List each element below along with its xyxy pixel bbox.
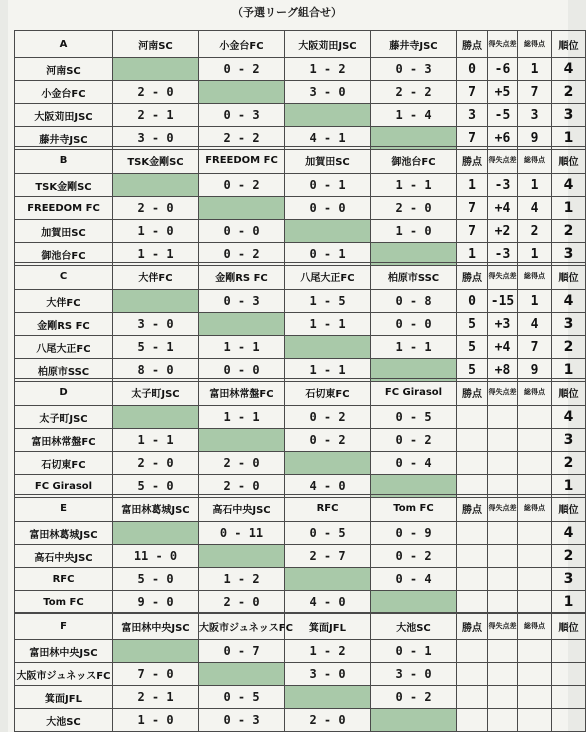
match-score: 1 - 5 bbox=[285, 290, 371, 313]
match-score: 9 - 0 bbox=[113, 591, 199, 614]
rank-cell: 3 bbox=[552, 429, 586, 452]
table-row bbox=[15, 709, 586, 732]
points-cell: 3 bbox=[457, 104, 488, 127]
points-cell: 5 bbox=[457, 359, 488, 382]
table-row bbox=[15, 58, 586, 81]
match-score: 0 - 3 bbox=[199, 290, 285, 313]
goal-diff-cell: -3 bbox=[488, 243, 518, 266]
points-cell: 7 bbox=[457, 220, 488, 243]
diagonal-cell bbox=[113, 406, 199, 429]
match-score: 1 - 4 bbox=[371, 104, 457, 127]
match-score: 4 - 1 bbox=[285, 127, 371, 150]
table-row bbox=[15, 220, 586, 243]
match-score: 4 - 0 bbox=[285, 591, 371, 614]
group-label: D bbox=[15, 379, 113, 406]
match-score: 0 - 2 bbox=[285, 406, 371, 429]
row-team-name: 河南SC bbox=[15, 58, 113, 81]
match-score: 8 - 0 bbox=[113, 359, 199, 382]
points-cell: 5 bbox=[457, 313, 488, 336]
match-score: 2 - 0 bbox=[113, 81, 199, 104]
goals-for-cell bbox=[518, 686, 552, 709]
match-score: 0 - 0 bbox=[199, 359, 285, 382]
match-score: 1 - 1 bbox=[113, 243, 199, 266]
column-team-header: 高石中央JSC bbox=[199, 495, 285, 522]
match-score: 2 - 2 bbox=[199, 127, 285, 150]
table-row bbox=[15, 290, 586, 313]
table-row bbox=[15, 174, 586, 197]
diagonal-cell bbox=[371, 591, 457, 614]
column-team-header: 藤井寺JSC bbox=[371, 31, 457, 58]
column-team-header: 八尾大正FC bbox=[285, 263, 371, 290]
match-score: 0 - 1 bbox=[285, 243, 371, 266]
group-label: F bbox=[15, 613, 113, 640]
points-cell: 5 bbox=[457, 336, 488, 359]
row-team-name: FREEDOM FC bbox=[15, 197, 113, 220]
row-team-name: 小金台FC bbox=[15, 81, 113, 104]
rank-header: 順位 bbox=[552, 379, 586, 406]
column-team-header: 柏原市SSC bbox=[371, 263, 457, 290]
points-cell bbox=[457, 545, 488, 568]
points-cell: 0 bbox=[457, 290, 488, 313]
row-team-name: RFC bbox=[15, 568, 113, 591]
points-cell bbox=[457, 429, 488, 452]
goals-for-cell bbox=[518, 568, 552, 591]
goals-for-cell bbox=[518, 429, 552, 452]
rank-cell: 4 bbox=[552, 522, 586, 545]
group-table-b bbox=[14, 146, 586, 266]
column-team-header: 箕面JFL bbox=[285, 613, 371, 640]
goals-for-cell bbox=[518, 640, 552, 663]
match-score: 0 - 7 bbox=[199, 640, 285, 663]
goals-for-cell: 4 bbox=[518, 197, 552, 220]
goal-diff-cell: +3 bbox=[488, 313, 518, 336]
column-team-header: FREEDOM FC bbox=[199, 147, 285, 174]
goal-diff-cell: +4 bbox=[488, 197, 518, 220]
goals-for-cell: 7 bbox=[518, 336, 552, 359]
row-team-name: 加賀田SC bbox=[15, 220, 113, 243]
table-row bbox=[15, 545, 586, 568]
rank-header: 順位 bbox=[552, 147, 586, 174]
match-score: 1 - 1 bbox=[113, 429, 199, 452]
row-team-name: 箕面JFL bbox=[15, 686, 113, 709]
match-score: 0 - 3 bbox=[199, 104, 285, 127]
match-score: 2 - 1 bbox=[113, 104, 199, 127]
goal-diff-cell bbox=[488, 640, 518, 663]
rank-header: 順位 bbox=[552, 263, 586, 290]
match-score: 3 - 0 bbox=[285, 81, 371, 104]
points-cell: 0 bbox=[457, 58, 488, 81]
column-team-header: FC Girasol bbox=[371, 379, 457, 406]
goal-diff-cell bbox=[488, 429, 518, 452]
goals-for-cell: 9 bbox=[518, 127, 552, 150]
group-label: E bbox=[15, 495, 113, 522]
match-score: 0 - 5 bbox=[285, 522, 371, 545]
rank-cell: 3 bbox=[552, 568, 586, 591]
table-row bbox=[15, 522, 586, 545]
goal-diff-header: 得失点差 bbox=[488, 147, 518, 174]
points-cell: 1 bbox=[457, 174, 488, 197]
page-title: （予選リーグ組合せ） bbox=[232, 6, 342, 19]
column-team-header: 大池SC bbox=[371, 613, 457, 640]
column-team-header: 小金台FC bbox=[199, 31, 285, 58]
rank-cell: 2 bbox=[552, 220, 586, 243]
goal-diff-header: 得失点差 bbox=[488, 31, 518, 58]
match-score: 7 - 0 bbox=[113, 663, 199, 686]
goals-for-header: 総得点 bbox=[518, 495, 552, 522]
table-row bbox=[15, 640, 586, 663]
column-team-header: 金剛RS FC bbox=[199, 263, 285, 290]
goals-for-cell: 1 bbox=[518, 290, 552, 313]
points-cell bbox=[457, 640, 488, 663]
goal-diff-cell bbox=[488, 568, 518, 591]
table-row bbox=[15, 197, 586, 220]
match-score: 0 - 5 bbox=[199, 686, 285, 709]
goals-for-cell bbox=[518, 709, 552, 732]
diagonal-cell bbox=[285, 568, 371, 591]
table-row bbox=[15, 591, 586, 614]
points-header: 勝点 bbox=[457, 379, 488, 406]
table-row bbox=[15, 568, 586, 591]
match-score: 3 - 0 bbox=[113, 127, 199, 150]
match-score: 2 - 0 bbox=[285, 709, 371, 732]
diagonal-cell bbox=[113, 522, 199, 545]
match-score: 2 - 2 bbox=[371, 81, 457, 104]
goals-for-header: 総得点 bbox=[518, 31, 552, 58]
rank-cell bbox=[552, 640, 586, 663]
row-team-name: 大池SC bbox=[15, 709, 113, 732]
rank-cell bbox=[552, 663, 586, 686]
match-score: 0 - 3 bbox=[371, 58, 457, 81]
diagonal-cell bbox=[199, 429, 285, 452]
match-score: 1 - 1 bbox=[199, 406, 285, 429]
diagonal-cell bbox=[113, 290, 199, 313]
match-score: 0 - 1 bbox=[371, 640, 457, 663]
points-header: 勝点 bbox=[457, 495, 488, 522]
match-score: 11 - 0 bbox=[113, 545, 199, 568]
row-team-name: 藤井寺JSC bbox=[15, 127, 113, 150]
row-team-name: 八尾大正FC bbox=[15, 336, 113, 359]
points-cell bbox=[457, 452, 488, 475]
table-row bbox=[15, 313, 586, 336]
goals-for-cell bbox=[518, 522, 552, 545]
match-score: 0 - 0 bbox=[199, 220, 285, 243]
group-table-a bbox=[14, 30, 586, 150]
diagonal-cell bbox=[199, 313, 285, 336]
goals-for-cell: 7 bbox=[518, 81, 552, 104]
table-row bbox=[15, 81, 586, 104]
rank-cell: 1 bbox=[552, 197, 586, 220]
match-score: 1 - 1 bbox=[371, 174, 457, 197]
column-team-header: 石切東FC bbox=[285, 379, 371, 406]
group-table-f bbox=[14, 612, 586, 732]
column-team-header: 太子町JSC bbox=[113, 379, 199, 406]
goal-diff-cell bbox=[488, 709, 518, 732]
diagonal-cell bbox=[285, 220, 371, 243]
diagonal-cell bbox=[199, 545, 285, 568]
column-team-header: RFC bbox=[285, 495, 371, 522]
diagonal-cell bbox=[285, 686, 371, 709]
points-header: 勝点 bbox=[457, 263, 488, 290]
match-score: 2 - 0 bbox=[113, 197, 199, 220]
match-score: 2 - 1 bbox=[113, 686, 199, 709]
match-score: 1 - 1 bbox=[285, 313, 371, 336]
match-score: 0 - 0 bbox=[285, 197, 371, 220]
match-score: 2 - 0 bbox=[199, 475, 285, 498]
row-team-name: 御池台FC bbox=[15, 243, 113, 266]
goals-for-header: 総得点 bbox=[518, 147, 552, 174]
goals-for-cell bbox=[518, 406, 552, 429]
goal-diff-cell bbox=[488, 686, 518, 709]
points-cell bbox=[457, 686, 488, 709]
rank-cell: 4 bbox=[552, 290, 586, 313]
match-score: 1 - 1 bbox=[199, 336, 285, 359]
rank-cell: 2 bbox=[552, 336, 586, 359]
goals-for-cell: 4 bbox=[518, 313, 552, 336]
goal-diff-cell bbox=[488, 663, 518, 686]
column-team-header: 富田林中央JSC bbox=[113, 613, 199, 640]
rank-cell: 3 bbox=[552, 313, 586, 336]
match-score: 2 - 0 bbox=[371, 197, 457, 220]
points-cell: 7 bbox=[457, 81, 488, 104]
match-score: 0 - 4 bbox=[371, 452, 457, 475]
goals-for-cell: 1 bbox=[518, 58, 552, 81]
match-score: 0 - 4 bbox=[371, 568, 457, 591]
goals-for-cell: 9 bbox=[518, 359, 552, 382]
row-team-name: 大阪市ジュネッスFC bbox=[15, 663, 113, 686]
goal-diff-cell: +4 bbox=[488, 336, 518, 359]
table-row bbox=[15, 429, 586, 452]
match-score: 0 - 2 bbox=[199, 174, 285, 197]
goals-for-header: 総得点 bbox=[518, 613, 552, 640]
match-score: 0 - 2 bbox=[371, 429, 457, 452]
match-score: 0 - 3 bbox=[199, 709, 285, 732]
match-score: 0 - 8 bbox=[371, 290, 457, 313]
match-score: 3 - 0 bbox=[113, 313, 199, 336]
goal-diff-cell: +2 bbox=[488, 220, 518, 243]
column-team-header: 河南SC bbox=[113, 31, 199, 58]
goal-diff-cell bbox=[488, 452, 518, 475]
match-score: 2 - 0 bbox=[199, 452, 285, 475]
group-label: A bbox=[15, 31, 113, 58]
rank-cell: 2 bbox=[552, 545, 586, 568]
rank-cell: 1 bbox=[552, 475, 586, 498]
points-cell bbox=[457, 663, 488, 686]
column-team-header: 大阪市ジュネッスFC bbox=[199, 613, 285, 640]
column-team-header: 富田林葛城JSC bbox=[113, 495, 199, 522]
column-team-header: 御池台FC bbox=[371, 147, 457, 174]
goal-diff-cell: -5 bbox=[488, 104, 518, 127]
diagonal-cell bbox=[113, 640, 199, 663]
group-label: B bbox=[15, 147, 113, 174]
rank-cell: 1 bbox=[552, 591, 586, 614]
match-score: 1 - 0 bbox=[113, 709, 199, 732]
goals-for-cell bbox=[518, 452, 552, 475]
match-score: 3 - 0 bbox=[285, 663, 371, 686]
row-team-name: 金剛RS FC bbox=[15, 313, 113, 336]
column-team-header: 大阪苅田JSC bbox=[285, 31, 371, 58]
column-team-header: 富田林常盤FC bbox=[199, 379, 285, 406]
match-score: 5 - 0 bbox=[113, 568, 199, 591]
goal-diff-cell: +6 bbox=[488, 127, 518, 150]
rank-cell: 1 bbox=[552, 127, 586, 150]
diagonal-cell bbox=[113, 174, 199, 197]
goal-diff-cell bbox=[488, 591, 518, 614]
points-cell: 7 bbox=[457, 197, 488, 220]
diagonal-cell bbox=[285, 104, 371, 127]
row-team-name: Tom FC bbox=[15, 591, 113, 614]
row-team-name: 柏原市SSC bbox=[15, 359, 113, 382]
goal-diff-cell: +8 bbox=[488, 359, 518, 382]
rank-cell: 3 bbox=[552, 243, 586, 266]
table-row bbox=[15, 406, 586, 429]
row-team-name: 富田林常盤FC bbox=[15, 429, 113, 452]
row-team-name: 高石中央JSC bbox=[15, 545, 113, 568]
match-score: 1 - 0 bbox=[113, 220, 199, 243]
goals-for-cell bbox=[518, 591, 552, 614]
row-team-name: 石切東FC bbox=[15, 452, 113, 475]
match-score: 1 - 2 bbox=[285, 640, 371, 663]
diagonal-cell bbox=[113, 58, 199, 81]
goal-diff-header: 得失点差 bbox=[488, 613, 518, 640]
match-score: 2 - 0 bbox=[199, 591, 285, 614]
points-header: 勝点 bbox=[457, 147, 488, 174]
goals-for-header: 総得点 bbox=[518, 263, 552, 290]
goal-diff-cell: +5 bbox=[488, 81, 518, 104]
points-cell bbox=[457, 406, 488, 429]
goal-diff-cell bbox=[488, 545, 518, 568]
diagonal-cell bbox=[371, 709, 457, 732]
points-cell: 1 bbox=[457, 243, 488, 266]
column-team-header: 加賀田SC bbox=[285, 147, 371, 174]
points-cell bbox=[457, 568, 488, 591]
match-score: 0 - 2 bbox=[285, 429, 371, 452]
column-team-header: Tom FC bbox=[371, 495, 457, 522]
row-team-name: TSK金剛SC bbox=[15, 174, 113, 197]
points-cell bbox=[457, 591, 488, 614]
row-team-name: FC Girasol bbox=[15, 475, 113, 498]
table-row bbox=[15, 452, 586, 475]
match-score: 0 - 0 bbox=[371, 313, 457, 336]
diagonal-cell bbox=[285, 336, 371, 359]
match-score: 0 - 2 bbox=[199, 243, 285, 266]
match-score: 1 - 1 bbox=[371, 336, 457, 359]
goal-diff-header: 得失点差 bbox=[488, 263, 518, 290]
goal-diff-cell bbox=[488, 522, 518, 545]
match-score: 4 - 0 bbox=[285, 475, 371, 498]
match-score: 0 - 2 bbox=[371, 545, 457, 568]
rank-cell: 1 bbox=[552, 359, 586, 382]
rank-header: 順位 bbox=[552, 31, 586, 58]
group-table-c bbox=[14, 262, 586, 382]
match-score: 1 - 1 bbox=[285, 359, 371, 382]
match-score: 2 - 7 bbox=[285, 545, 371, 568]
group-table-d bbox=[14, 378, 586, 498]
rank-cell: 2 bbox=[552, 81, 586, 104]
points-header: 勝点 bbox=[457, 31, 488, 58]
goal-diff-cell: -6 bbox=[488, 58, 518, 81]
match-score: 0 - 1 bbox=[285, 174, 371, 197]
rank-cell: 4 bbox=[552, 406, 586, 429]
rank-header: 順位 bbox=[552, 613, 586, 640]
match-score: 1 - 2 bbox=[199, 568, 285, 591]
row-team-name: 大阪苅田JSC bbox=[15, 104, 113, 127]
match-score: 0 - 5 bbox=[371, 406, 457, 429]
rank-cell: 2 bbox=[552, 452, 586, 475]
table-row bbox=[15, 336, 586, 359]
rank-cell: 4 bbox=[552, 58, 586, 81]
row-team-name: 大伴FC bbox=[15, 290, 113, 313]
group-table-e bbox=[14, 494, 586, 614]
points-cell bbox=[457, 522, 488, 545]
goal-diff-cell: -15 bbox=[488, 290, 518, 313]
goals-for-cell: 3 bbox=[518, 104, 552, 127]
match-score: 0 - 2 bbox=[371, 686, 457, 709]
row-team-name: 富田林葛城JSC bbox=[15, 522, 113, 545]
goals-for-cell: 2 bbox=[518, 220, 552, 243]
goal-diff-cell bbox=[488, 406, 518, 429]
rank-cell bbox=[552, 709, 586, 732]
diagonal-cell bbox=[199, 197, 285, 220]
goal-diff-header: 得失点差 bbox=[488, 495, 518, 522]
match-score: 0 - 11 bbox=[199, 522, 285, 545]
row-team-name: 富田林中央JSC bbox=[15, 640, 113, 663]
match-score: 5 - 0 bbox=[113, 475, 199, 498]
rank-cell: 3 bbox=[552, 104, 586, 127]
match-score: 0 - 9 bbox=[371, 522, 457, 545]
match-score: 5 - 1 bbox=[113, 336, 199, 359]
match-score: 2 - 0 bbox=[113, 452, 199, 475]
goals-for-cell bbox=[518, 545, 552, 568]
table-row bbox=[15, 663, 586, 686]
goal-diff-cell: -3 bbox=[488, 174, 518, 197]
goals-for-cell bbox=[518, 663, 552, 686]
points-cell bbox=[457, 709, 488, 732]
column-team-header: TSK金剛SC bbox=[113, 147, 199, 174]
diagonal-cell bbox=[199, 663, 285, 686]
table-row bbox=[15, 104, 586, 127]
match-score: 1 - 0 bbox=[371, 220, 457, 243]
match-score: 3 - 0 bbox=[371, 663, 457, 686]
row-team-name: 太子町JSC bbox=[15, 406, 113, 429]
rank-cell: 4 bbox=[552, 174, 586, 197]
diagonal-cell bbox=[199, 81, 285, 104]
group-label: C bbox=[15, 263, 113, 290]
match-score: 0 - 2 bbox=[199, 58, 285, 81]
match-score: 1 - 2 bbox=[285, 58, 371, 81]
diagonal-cell bbox=[285, 452, 371, 475]
rank-cell bbox=[552, 686, 586, 709]
rank-header: 順位 bbox=[552, 495, 586, 522]
points-cell: 7 bbox=[457, 127, 488, 150]
table-row bbox=[15, 686, 586, 709]
goals-for-cell: 1 bbox=[518, 243, 552, 266]
goals-for-header: 総得点 bbox=[518, 379, 552, 406]
column-team-header: 大伴FC bbox=[113, 263, 199, 290]
goal-diff-header: 得失点差 bbox=[488, 379, 518, 406]
goals-for-cell: 1 bbox=[518, 174, 552, 197]
points-header: 勝点 bbox=[457, 613, 488, 640]
